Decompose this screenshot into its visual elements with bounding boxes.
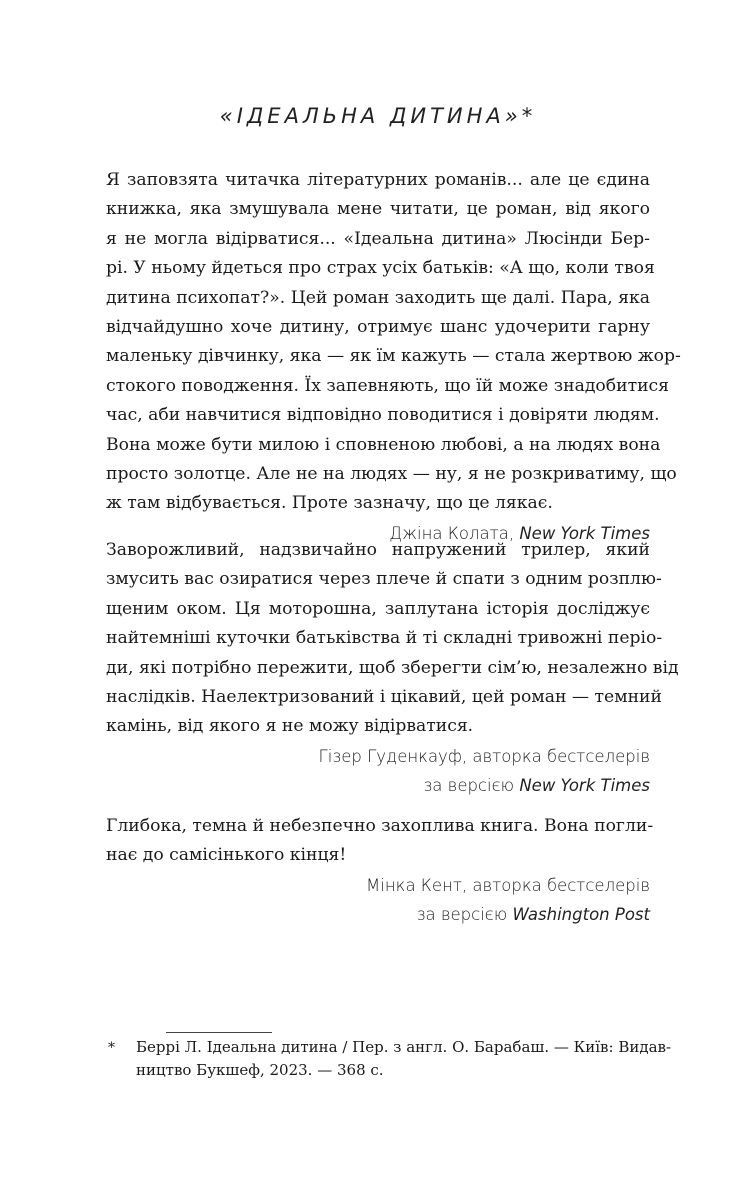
review-3: [106, 812, 654, 930]
review-1: [106, 166, 681, 548]
review-attribution-source: [106, 771, 650, 800]
review-line: час, аби навчитися відповідно поводитися і довіряти людям.: [106, 405, 660, 426]
review-2: [106, 536, 679, 801]
review-line: ж там відбувається. Проте зазначу, що це лякає.: [106, 493, 553, 514]
review-line: камінь, від якого я не можу відірватися.: [106, 716, 474, 737]
review-line: просто золотце. Але не на людях — ну, я не розкриватиму, що: [106, 463, 677, 484]
attribution-author: Мінка Кент, авторка бестселерів: [366, 875, 650, 895]
review-line: Я заповзята читачка літературних романів... але це єдина: [106, 170, 650, 190]
review-attribution: [106, 871, 650, 900]
review-line: щеним оком. Ця моторошна, заплутана історія досліджує: [106, 598, 650, 619]
footnote-line: Беррі Л. Ідеальна дитина / Пер. з англ. О. Барабаш. — Київ: Видав-: [136, 1038, 672, 1056]
review-line: ди, які потрібно пережити, щоб зберегти сім’ю, незалежно від: [106, 657, 679, 678]
review-line: змусить вас озиратися через плече й спати з одним розплю-: [106, 569, 662, 590]
footnote-mark: *: [108, 1040, 115, 1056]
review-line: Глибока, темна й небезпечно захоплива книга. Вона погли-: [106, 816, 654, 836]
review-line: Вона може бути милою і сповненою любові, а на людях вона: [106, 434, 661, 455]
attribution-source: New York Times: [519, 776, 650, 796]
review-attribution: [106, 742, 650, 771]
footnote: [136, 1036, 672, 1082]
review-line: рі. У ньому йдеться про страх усіх батьків: «А що, коли твоя: [106, 258, 655, 279]
attribution-source: Washington Post: [512, 905, 650, 925]
review-line: Заворожливий, надзвичайно напружений трилер, який: [106, 540, 650, 560]
review-line: наслідків. Наелектризований і цікавий, цей роман — темний: [106, 686, 662, 707]
review-attribution-source: [106, 900, 650, 929]
review-line: нає до самісінького кінця!: [106, 845, 347, 866]
review-line: маленьку дівчинку, яка — як їм кажуть — стала жертвою жор-: [106, 346, 681, 367]
review-line: стокого поводження. Їх запевняють, що їй може знадобитися: [106, 375, 669, 396]
attribution-prefix: за версією: [423, 776, 520, 796]
review-line: відчайдушно хоче дитину, отримує шанс удочерити гарну: [106, 316, 650, 337]
footnote-line: ництво Букшеф, 2023. — 368 с.: [136, 1061, 384, 1079]
review-line: дитина психопат?». Цей роман заходить ще далі. Пара, яка: [106, 287, 650, 308]
footnote-divider: [166, 1032, 272, 1033]
review-line: найтемніші куточки батьківства й ті складні тривожні періо-: [106, 628, 663, 649]
review-line: я не могла відірватися... «Ідеальна дитина» Люсінди Бер-: [106, 228, 650, 249]
attribution-author: Джіна Колата,: [389, 523, 520, 543]
page-title: «ІДЕАЛЬНА ДИТИНА»*: [219, 104, 537, 128]
attribution-prefix: за версією: [416, 905, 513, 925]
attribution-author: Гізер Гуденкауф, авторка бестселерів: [318, 746, 650, 766]
review-line: книжка, яка змушувала мене читати, це роман, від якого: [106, 199, 650, 220]
attribution-source: New York Times: [519, 523, 650, 543]
